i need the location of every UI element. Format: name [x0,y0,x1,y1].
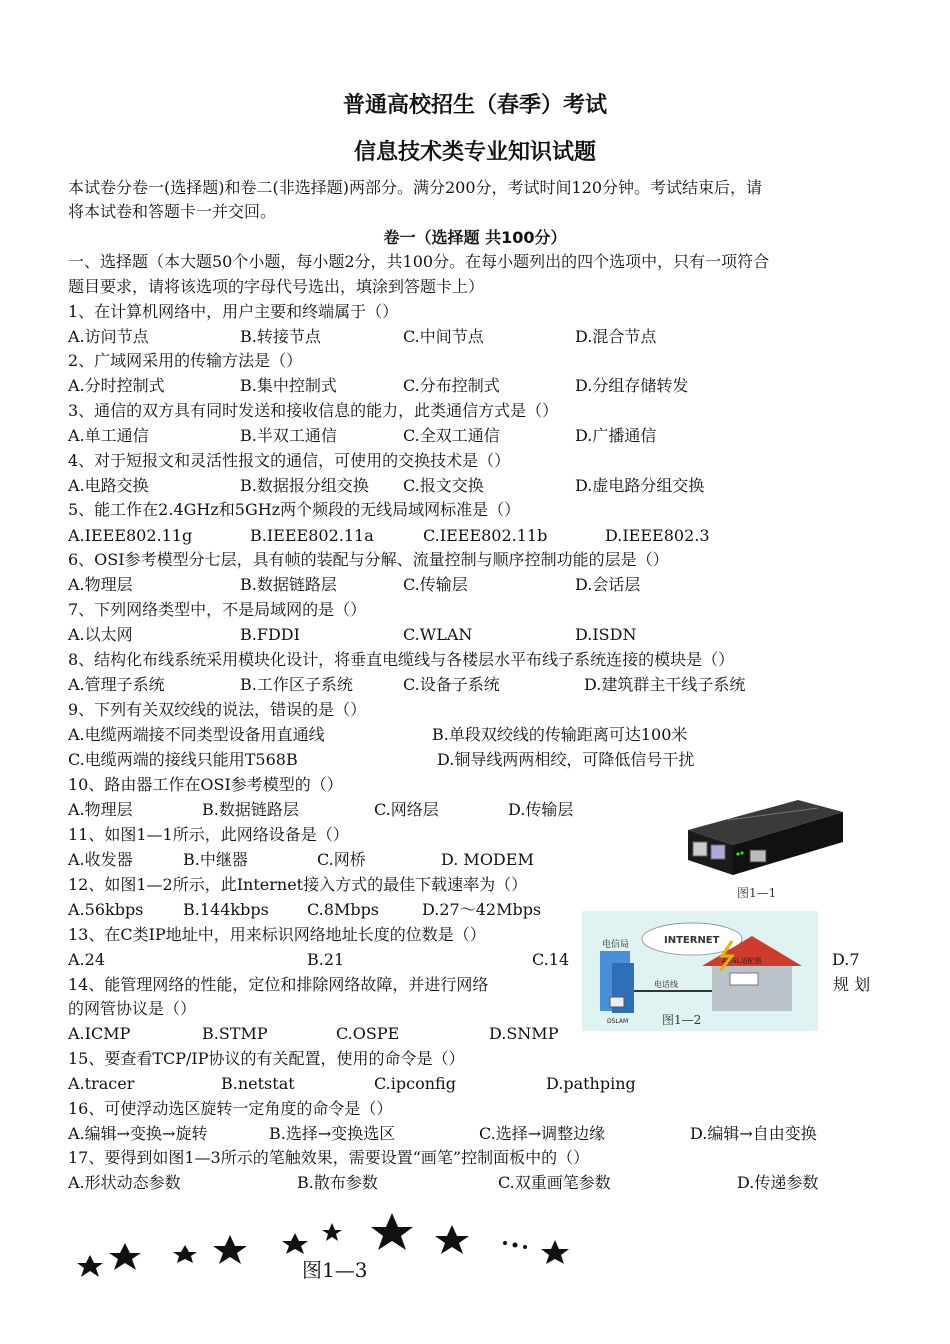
adsl-label: ADSL适配器 [722,957,762,965]
figure-1-1-media-converter [668,790,858,885]
option-8b: B.工作区子系统 [240,675,353,694]
intro-line-2: 将本试卷和答题卡一并交回。 [68,202,277,221]
option-11b: B.中继器 [183,850,248,869]
option-9b: B.单段双绞线的传输距离可达100米 [432,725,688,744]
phone-line-label: 电话线 [654,980,678,989]
option-11c: C.网桥 [317,850,366,869]
option-13b: B.21 [307,950,345,969]
option-1d: D.混合节点 [575,327,657,346]
option-6a: A.物理层 [68,575,133,594]
option-1a: A.访问节点 [68,327,149,346]
option-13d: D.7 [832,950,860,969]
option-4d: D.虚电路分组交换 [575,476,705,495]
question-11: 11、如图1—1所示，此网络设备是（） [68,825,349,844]
option-17b: B.散布参数 [297,1173,378,1192]
question-12: 12、如图1—2所示，此Internet接入方式的最佳下载速率为（） [68,875,528,894]
option-6b: B.数据链路层 [240,575,337,594]
option-4b: B.数据报分组交换 [240,476,369,495]
option-17d: D.传递参数 [737,1173,819,1192]
option-5b: B.IEEE802.11a [250,526,374,545]
option-17c: C.双重画笔参数 [498,1173,611,1192]
figure-1-3-brush-strokes [70,1205,590,1295]
figure-1-2-caption: 图1—2 [662,1013,702,1027]
option-8d: D.建筑群主干线子系统 [584,675,746,694]
option-7c: C.WLAN [403,625,473,644]
option-13c: C.14 [532,950,570,969]
question-13: 13、在C类IP地址中，用来标识网络地址长度的位数是（） [68,925,486,944]
telecom-label: 电信局 [602,940,630,950]
option-7b: B.FDDI [240,625,300,644]
option-4c: C.报文交换 [403,476,484,495]
question-3: 3、通信的双方具有同时发送和接收信息的能力，此类通信方式是（） [68,401,559,420]
question-4: 4、对于短报文和灵活性报文的通信，可使用的交换技术是（） [68,451,511,470]
question-2: 2、广域网采用的传输方法是（） [68,351,303,370]
question-6: 6、OSI参考模型分七层，具有帧的装配与分解、流量控制与顺序控制功能的层是（） [68,550,669,569]
option-9c: C.电缆两端的接线只能用T568B [68,750,298,769]
question-14: 14、能管理网络的性能，定位和排除网络故障，并进行网络 [68,975,489,994]
option-7a: A.以太网 [68,625,133,644]
option-15b: B.netstat [221,1074,295,1093]
option-10b: B.数据链路层 [202,800,299,819]
option-16a: A.编辑→变换→旋转 [68,1124,208,1143]
option-16c: C.选择→调整边缘 [479,1124,606,1143]
option-4a: A.电路交换 [68,476,149,495]
option-2b: B.集中控制式 [240,376,337,395]
question-15: 15、要查看TCP/IP协议的有关配置，使用的命令是（） [68,1049,465,1068]
option-12b: B.144kbps [183,900,269,919]
option-5a: A.IEEE802.11g [68,526,193,545]
figure-1-1-caption: 图1—1 [737,886,777,900]
exam-subtitle: 信息技术类专业知识试题 [353,140,596,165]
question-14-cont: 的网管协议是（） [68,999,197,1018]
question-16: 16、可使浮动选区旋转一定角度的命令是（） [68,1099,393,1118]
intro-line-1: 本试卷分卷一(选择题)和卷二(非选择题)两部分。满分200分，考试时间120分钟。考试结束后，请 [68,178,763,197]
question-10: 10、路由器工作在OSI参考模型的（） [68,775,343,794]
option-16b: B.选择→变换选区 [269,1124,396,1143]
option-10a: A.物理层 [68,800,133,819]
option-5d: D.IEEE802.3 [605,526,710,545]
option-14c: C.OSPE [336,1024,400,1043]
option-12a: A.56kbps [68,900,144,919]
option-10d: D.传输层 [508,800,574,819]
option-17a: A.形状动态参数 [68,1173,181,1192]
option-7d: D.ISDN [575,625,637,644]
option-14d: D.SNMP [489,1024,559,1043]
option-1b: B.转接节点 [240,327,321,346]
option-2c: C.分布控制式 [403,376,500,395]
question-8: 8、结构化布线系统采用模块化设计，将垂直电缆线与各楼层水平布线子系统连接的模块是（） [68,650,735,669]
option-2a: A.分时控制式 [68,376,165,395]
option-5c: C.IEEE802.11b [423,526,548,545]
option-13a: A.24 [68,950,105,969]
option-3b: B.半双工通信 [240,426,337,445]
option-6d: D.会话层 [575,575,641,594]
option-9d: D.铜导线两两相绞，可降低信号干扰 [437,750,695,769]
option-6c: C.传输层 [403,575,468,594]
option-3a: A.单工通信 [68,426,149,445]
option-8a: A.管理子系统 [68,675,165,694]
question-1: 1、在计算机网络中，用户主要和终端属于（） [68,302,399,321]
option-11d: D. MODEM [441,850,534,869]
option-14b: B.STMP [202,1024,268,1043]
internet-label: INTERNET [664,935,720,946]
option-16d: D.编辑→自由变换 [690,1124,817,1143]
option-15c: C.ipconfig [374,1074,456,1093]
option-9a: A.电缆两端接不同类型设备用直通线 [68,725,325,744]
option-3d: D.广播通信 [575,426,657,445]
question-5: 5、能工作在2.4GHz和5GHz两个频段的无线局域网标准是（） [68,500,521,519]
option-12c: C.8Mbps [307,900,380,919]
option-15a: A.tracer [68,1074,135,1093]
figure-1-3-caption: 图1—3 [302,1258,368,1282]
question-14-end: 规 划 [833,975,871,994]
section-heading: 卷一（选择题 共100分） [383,228,567,247]
exam-title: 普通高校招生（春季）考试 [342,93,607,118]
option-12d: D.27～42Mbps [422,900,542,919]
instructions-line-1: 一、选择题（本大题50个小题，每小题2分，共100分。在每小题列出的四个选项中，只有一项符合 [68,252,770,271]
option-2d: D.分组存储转发 [575,376,689,395]
option-3c: C.全双工通信 [403,426,500,445]
option-1c: C.中间节点 [403,327,484,346]
option-15d: D.pathping [546,1074,636,1093]
question-7: 7、下列网络类型中，不是局域网的是（） [68,600,367,619]
option-11a: A.收发器 [68,850,133,869]
question-9: 9、下列有关双绞线的说法，错误的是（） [68,700,367,719]
question-17: 17、要得到如图1—3所示的笔触效果，需要设置“画笔”控制面板中的（） [68,1148,590,1167]
dslam-label: DSLAM [607,1018,629,1025]
option-14a: A.ICMP [68,1024,131,1043]
instructions-line-2: 题目要求，请将该选项的字母代号选出，填涂到答题卡上） [68,277,485,296]
option-8c: C.设备子系统 [403,675,500,694]
option-10c: C.网络层 [374,800,439,819]
